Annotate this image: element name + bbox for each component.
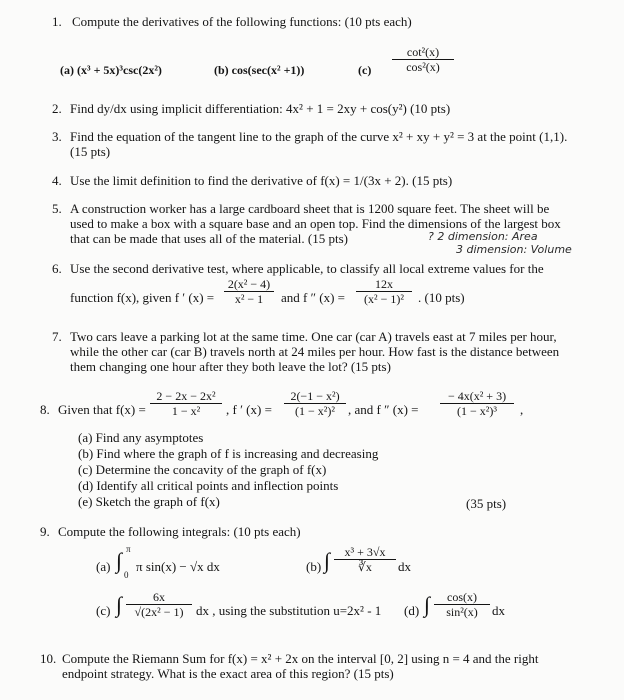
q3-number: 3. [52, 129, 62, 144]
q7-line1: Two cars leave a parking lot at the same time. One car (car A) travels east at 7 miles per hour, [70, 329, 557, 344]
q6-number: 6. [52, 261, 62, 276]
q9-c-denominator: √(2x² − 1) [134, 605, 184, 619]
q5-handwritten-note-1: ? 2 dimension: Area [428, 230, 538, 243]
q9-d-numerator: cos(x) [434, 590, 490, 605]
q8-part-d: (d) Identify all critical points and inflection points [78, 478, 339, 493]
q6-fdoubleprime-fraction [356, 277, 412, 306]
q7-number: 7. [52, 329, 62, 344]
q1-part-c-label: (c) [358, 63, 372, 77]
q8-part-a: (a) Find any asymptotes [78, 430, 204, 445]
q1-part-a: (a) (x³ + 5x)³csc(2x²) [60, 63, 162, 77]
q8-f-numerator: 2 − 2x − 2x² [150, 389, 222, 404]
q5-handwritten-note-2: 3 dimension: Volume [456, 243, 572, 256]
q9-d-dx: dx [492, 603, 505, 618]
q9-part-a-label: (a) [96, 559, 111, 574]
q6-points: . (10 pts) [418, 290, 465, 305]
q6-fprime-denominator: x² − 1 [234, 292, 264, 306]
q8-fdoubleprime-denominator: (1 − x²)³ [457, 404, 497, 418]
q10-line2: endpoint strategy. What is the exact area of this region? (15 pts) [62, 666, 394, 681]
q8-points: (35 pts) [466, 496, 507, 511]
q1-c-denominator: cos²(x) [406, 60, 440, 74]
q10-number: 10. [40, 651, 57, 666]
q2-text: Find dy/dx using implicit differentiation: 4x² + 1 = 2xy + cos(y²) (10 pts) [70, 101, 451, 116]
q1-part-b: (b) cos(sec(x² +1)) [214, 63, 305, 77]
q4-text: Use the limit definition to find the derivative of f(x) = 1/(3x + 2). (15 pts) [70, 173, 453, 188]
q8-comma: , [520, 402, 524, 417]
q6-function-label: function f(x), given f ′ (x) = [70, 290, 215, 305]
q3-line1: Find the equation of the tangent line to the graph of the curve x² + xy + y² = 3 at the point (1,1). [70, 129, 568, 144]
q5-line3: that can be made that uses all of the material. (15 pts) [70, 231, 348, 246]
q2-number: 2. [52, 101, 62, 116]
q9-text: Compute the following integrals: (10 pts each) [58, 524, 301, 539]
q9-part-b-label: (b) [306, 559, 322, 574]
q6-fprime-numerator: 2(x² − 4) [224, 277, 274, 292]
q6-fdoubleprime-numerator: 12x [356, 277, 412, 292]
q3-line2: (15 pts) [70, 144, 111, 159]
q9-b-denominator: ∛x [358, 560, 372, 574]
q9-a-expression: π sin(x) − √x dx [136, 559, 220, 574]
q9-b-dx: dx [398, 559, 411, 574]
q9-c-numerator: 6x [126, 590, 192, 605]
q9-b-numerator: x³ + 3√x [334, 545, 396, 560]
q6-fprime-fraction [224, 277, 274, 306]
q8-fdoubleprime-numerator: − 4x(x² + 3) [440, 389, 514, 404]
q9-a-upper-limit: π [126, 544, 131, 554]
q8-part-e: (e) Sketch the graph of f(x) [78, 494, 220, 509]
q5-line2: used to make a box with a square base and an open top. Find the dimensions of the largest box [70, 216, 561, 231]
q9-a-integral-sign: ∫ [116, 548, 123, 573]
q8-given-label: Given that f(x) = [58, 402, 146, 417]
q9-d-integral-sign: ∫ [424, 592, 431, 617]
q4-number: 4. [52, 173, 62, 188]
q5-number: 5. [52, 201, 62, 216]
q8-number: 8. [40, 402, 50, 417]
q9-number: 9. [40, 524, 50, 539]
q1-text: Compute the derivatives of the following functions: (10 pts each) [72, 14, 412, 29]
q9-c-integral-sign: ∫ [116, 592, 123, 617]
q8-f-fraction [150, 389, 222, 418]
q6-fdoubleprime-denominator: (x² − 1)² [364, 292, 404, 306]
q5-line1: A construction worker has a large cardboard sheet that is 1200 square feet. The sheet will be [70, 201, 550, 216]
q1-number: 1. [52, 14, 62, 29]
q1-c-numerator: cot²(x) [392, 45, 454, 60]
q9-b-integral-sign: ∫ [324, 548, 331, 573]
q9-part-c-label: (c) [96, 603, 111, 618]
q6-and-label: and f ″ (x) = [281, 290, 346, 305]
q8-f-denominator: 1 − x² [171, 404, 201, 418]
q8-part-c: (c) Determine the concavity of the graph of f(x) [78, 462, 327, 477]
q9-c-text: dx , using the substitution u=2x² - 1 [196, 603, 382, 618]
q9-part-d-label: (d) [404, 603, 420, 618]
q9-b-fraction [334, 545, 396, 574]
q9-d-fraction [434, 590, 490, 619]
q8-fprime-fraction [284, 389, 346, 418]
q8-fdoubleprime-label: , and f ″ (x) = [348, 402, 419, 417]
q8-fprime-numerator: 2(−1 − x²) [284, 389, 346, 404]
q10-line1: Compute the Riemann Sum for f(x) = x² + 2x on the interval [0, 2] using n = 4 and the right [62, 651, 539, 666]
q8-fprime-denominator: (1 − x²)² [295, 404, 335, 418]
q8-fprime-label: , f ′ (x) = [226, 402, 272, 417]
q9-a-lower-limit: 0 [124, 570, 129, 580]
q7-line3: them changing one hour after they both leave the lot? (15 pts) [70, 359, 391, 374]
q6-line1: Use the second derivative test, where applicable, to classify all local extreme values for the [70, 261, 544, 276]
q9-d-denominator: sin²(x) [446, 605, 478, 619]
q7-line2: while the other car (car B) travels north at 24 miles per hour. How fast is the distance between [70, 344, 560, 359]
q8-fdoubleprime-fraction [440, 389, 514, 418]
q1-part-c-fraction [392, 45, 454, 74]
q8-part-b: (b) Find where the graph of f is increasing and decreasing [78, 446, 379, 461]
q9-c-fraction [126, 590, 192, 619]
